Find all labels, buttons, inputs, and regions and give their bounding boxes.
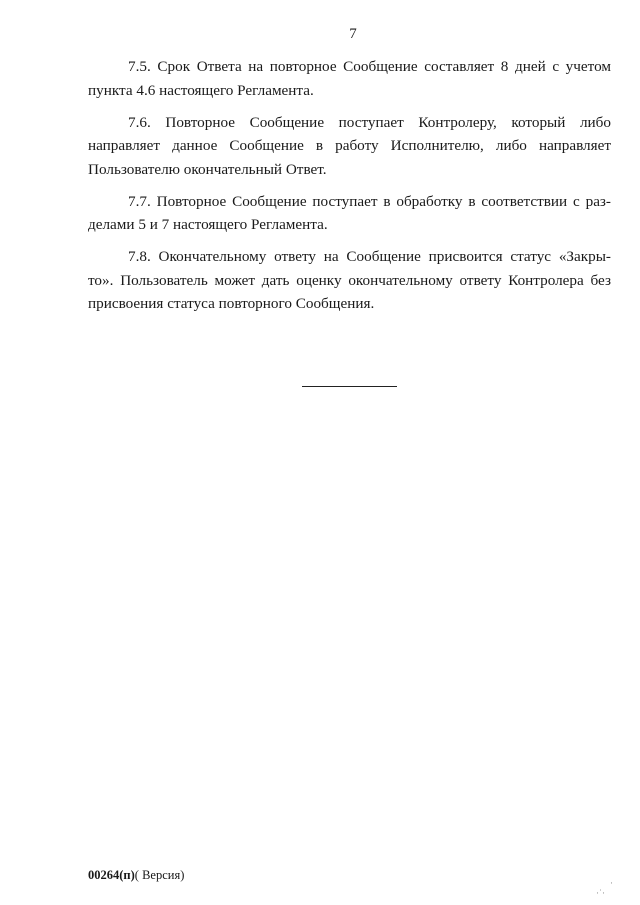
page-number: 7	[349, 26, 357, 42]
scan-artifact: ·˙·	[596, 888, 605, 898]
paragraph-line: Пользователю окончательный Ответ.	[88, 160, 327, 178]
footer-version: ( Версия)	[134, 868, 185, 882]
paragraph-line: 7.6. Повторное Сообщение поступает Контролеру, который либо	[128, 113, 611, 131]
document-body	[88, 55, 611, 324]
paragraph-line: 7.8. Окончательному ответу на Сообщение присвоится статус «Закры-	[128, 248, 611, 265]
paragraph-7-6	[88, 111, 611, 182]
separator-line	[302, 386, 397, 387]
paragraph-line: то». Пользователь может дать оценку окончательному ответу Контролера без	[88, 271, 611, 289]
paragraph-line: 7.7. Повторное Сообщение поступает в обработку в соответствии с раз-	[128, 192, 611, 210]
paragraph-line: присвоения статуса повторного Сообщения.	[88, 295, 375, 312]
paragraph-line: пункта 4.6 настоящего Регламента.	[88, 81, 314, 99]
paragraph-7-5	[88, 55, 611, 102]
paragraph-7-7	[88, 190, 611, 237]
paragraph-line: 7.5. Срок Ответа на повторное Сообщение составляет 8 дней с учетом	[128, 58, 611, 75]
paragraph-7-8	[88, 245, 611, 316]
paragraph-line: направляет данное Сообщение в работу Исполнителю, либо направляет	[88, 137, 611, 154]
scan-artifact: ·	[610, 878, 613, 888]
footer	[88, 868, 184, 883]
paragraph-line: делами 5 и 7 настоящего Регламента.	[88, 216, 328, 233]
footer-document-code: 00264(п)	[88, 868, 135, 882]
